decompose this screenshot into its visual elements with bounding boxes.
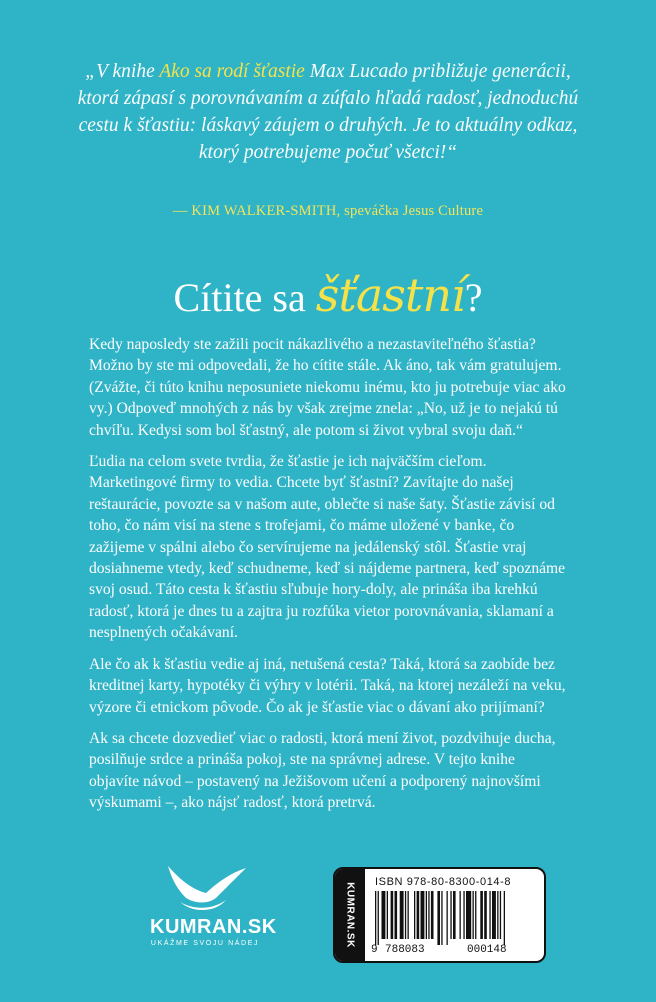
barcode-bar <box>484 891 487 939</box>
barcode-bar <box>378 891 379 945</box>
barcode-digit-first: 9 <box>371 944 378 956</box>
barcode-bar <box>405 891 406 939</box>
barcode-bar <box>447 891 448 945</box>
barcode-bar <box>375 891 376 945</box>
blurb-paragraph: Ak sa chcete dozvedieť viac o radosti, ktorá mení život, pozdvihuje ducha, posilňuje srdce a prináša pokoj, ste na správnej adrese. V tejto knihe objavíte návod – postavený na Ježišovom učení a podporený najnovšími výskumami –, ako nájsť radosť, ktorá pretrvá. <box>89 729 556 812</box>
barcode-digits-left: 788083 <box>385 944 425 956</box>
barcode-bar <box>489 891 490 939</box>
barcode-bar <box>480 891 483 939</box>
barcode-bar <box>437 891 440 945</box>
publisher-tagline: UKÁŽME SVOJU NÁDEJ <box>150 940 260 947</box>
barcode-bar <box>417 891 420 939</box>
blurb-paragraph: Kedy naposledy ste zažili pocit nákazlivého a nezastaviteľného šťastia? Možno by ste mi odpovedali, že ho cítite stále. Ak áno, tak vám gratulujem. (Zvážte, či túto knihu neposuniete niekomu inému, kto ju potrebuje viac ako vy.) Odpoveď mnohých z nás by však zrejme znela: „No, už je to nejakú tú chvíľu. Kedysi som bol šťastný, ale potom si život vybral svoju daň.“ <box>89 336 566 439</box>
barcode-panel <box>333 867 546 963</box>
barcode-bar <box>460 891 461 939</box>
headline <box>0 268 656 322</box>
blurb-body <box>89 334 569 824</box>
quote-text-before: „V knihe <box>85 61 160 82</box>
quote-attribution: — KIM WALKER-SMITH, speváčka Jesus Culture <box>172 203 484 219</box>
barcode-digits-right: 000148 <box>467 944 507 956</box>
barcode-bar <box>414 891 415 939</box>
barcode-bars <box>373 891 539 945</box>
barcode-bar <box>421 891 425 939</box>
barcode-bar <box>387 891 388 939</box>
headline-end: ? <box>464 275 483 320</box>
barcode-bar <box>475 891 476 939</box>
barcode-bar <box>431 891 434 939</box>
barcode-side-text: KUMRAN.SK <box>344 882 356 948</box>
blurb-paragraph: Ľudia na celom svete tvrdia, že šťastie je ich najväčším cieľom. Marketingové firmy to vedia. Chcete byť šťastní? Zavítajte do našej reštaurácie, povozte sa v našom aute, oblečte si naše šaty. Šťastie závisí od toho, čo nám visí na stene s trofejami, čo máme uložené v banke, čo zažijeme v spálni alebo čo servírujeme na jedálenský stôl. Šťastie vraj dosiahneme vtedy, keď schudneme, keď si nájdeme partnera, keď spoznáme svoj osud. Táto cesta k šťastiu sľubuje hory-doly, ale prináša iba krehkú radosť, ktorá je dnes tu a zajtra ju rozfúka vietor porovnávania, sklamaní a nesplnených očakávaní. <box>89 453 566 642</box>
book-title-highlight: Ako sa rodí šťastie <box>159 61 305 82</box>
barcode-bar <box>500 891 501 939</box>
barcode-bar <box>473 891 474 939</box>
headline-script-word: šťastní <box>315 268 465 322</box>
dove-icon <box>160 860 250 914</box>
headline-main: Cítite sa <box>173 275 316 320</box>
publisher-logo <box>150 860 277 947</box>
barcode-bar <box>450 891 451 939</box>
isbn-text: ISBN 978-80-8300-014-8 <box>375 876 512 888</box>
barcode-bar <box>463 891 464 939</box>
barcode-bar <box>497 891 498 939</box>
barcode-bar <box>428 891 429 939</box>
barcode-bar <box>466 891 471 939</box>
barcode-bar <box>441 891 442 945</box>
barcode-bar <box>395 891 398 939</box>
quote-text-after: Max Lucado približuje generácii, ktorá zápasí s porovnávaním a zúfalo hľadá radosť, jednoduchú cestu k šťastiu: láskavý záujem o druhých. Je to aktuálny odkaz, ktorý potrebujeme počuť všetci!“ <box>77 61 579 163</box>
barcode-side-label <box>335 869 365 961</box>
barcode-bar <box>504 891 505 945</box>
barcode-bar <box>408 891 409 939</box>
publisher-brand: KUMRAN.SK <box>150 916 277 938</box>
barcode-bar <box>492 891 496 939</box>
barcode-bar <box>453 891 456 939</box>
barcode-bar <box>382 891 386 939</box>
barcode-bar <box>391 891 394 939</box>
barcode-bar <box>426 891 427 939</box>
endorsement-quote <box>70 58 586 166</box>
blurb-paragraph: Ale čo ak k šťastiu vedie aj iná, netušená cesta? Taká, ktorá sa zaobíde bez kreditnej karty, hypotéky či výhry v lotérii. Taká, na ktorej nezáleží na veku, výzore či etnickom pôvode. Čo ak je šťastie viac o dávaní ako prijímaní? <box>89 655 566 716</box>
barcode-bar <box>400 891 404 939</box>
